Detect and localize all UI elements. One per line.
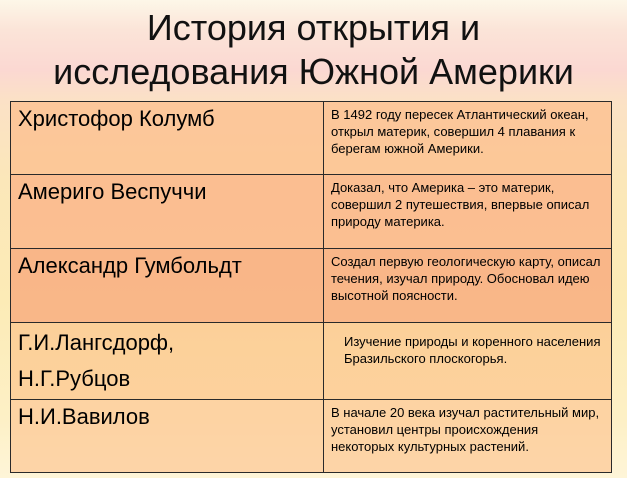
slide-title-line-1: История открытия и bbox=[146, 7, 481, 48]
table-row bbox=[11, 400, 612, 473]
explorer-name-cell: Н.И.Вавилов bbox=[11, 400, 324, 473]
table-row bbox=[11, 175, 612, 249]
explorer-description-cell: В 1492 году пересек Атлантический океан, открыл материк, совершил 4 плавания к берегам южной Америки. bbox=[324, 102, 612, 175]
explorer-description-cell: Создал первую геологическую карту, описал течения, изучал природу. Обосновал идею высотной поясности. bbox=[324, 249, 612, 323]
slide-title-line-2: исследования Южной Америки bbox=[53, 51, 574, 92]
table-row bbox=[11, 249, 612, 323]
explorer-name-cell: Христофор Колумб bbox=[11, 102, 324, 175]
explorer-name-line-2: Н.Г.Рубцов bbox=[18, 366, 131, 391]
slide-title bbox=[0, 6, 627, 94]
explorer-name-cell bbox=[11, 323, 324, 400]
explorer-name-cell: Александр Гумбольдт bbox=[11, 249, 324, 323]
explorer-description-cell: Доказал, что Америка – это материк, совершил 2 путешествия, впервые описал природу материка. bbox=[324, 175, 612, 249]
explorer-name-cell: Америго Веспуччи bbox=[11, 175, 324, 249]
explorer-name-line-1: Г.И.Лангсдорф, bbox=[18, 330, 175, 355]
explorers-table bbox=[10, 101, 612, 473]
table-row bbox=[11, 323, 612, 400]
explorer-description-cell: В начале 20 века изучал растительный мир, установил центры происхождения некоторых культурных растений. bbox=[324, 400, 612, 473]
explorer-description-cell: Изучение природы и коренного населения Бразильского плоскогорья. bbox=[324, 323, 612, 400]
table-row bbox=[11, 102, 612, 175]
